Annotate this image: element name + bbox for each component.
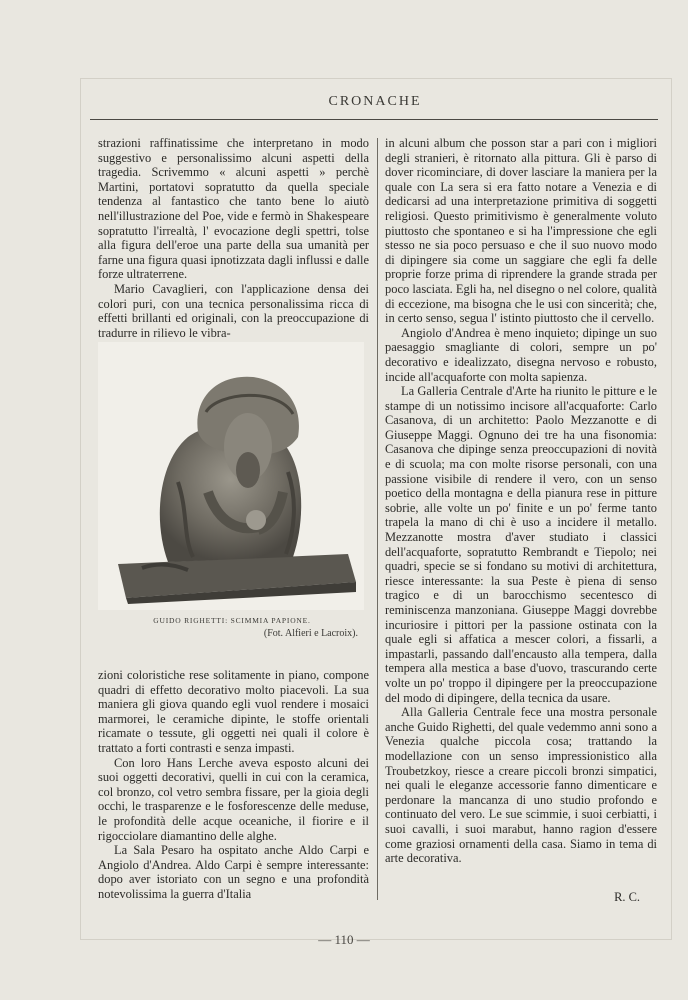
sculpture-photo [98, 342, 364, 610]
paragraph: Mario Cavaglieri, con l'applicazione densa dei colori puri, con una tecnica personalissima ricca di effetti brillanti ed originali, con la preoccupazione di tradurre in rilievo le vibra- [98, 281, 369, 340]
paragraph: zioni coloristiche rese solitamente in piano, compone quadri di effetto decorativo molto piacevoli. La sua maniera gli giova quando egli vuol rendere i mosaici marmorei, le ceramiche dipinte, le stoffe orientali ricamate o tessute, gli oggetti nei quali il colore è trattato a forti contrasti e senza impasti. [98, 668, 369, 755]
header-rule [90, 119, 658, 120]
paragraph: Alla Galleria Centrale fece una mostra personale anche Guido Righetti, del quale vedemmo anni sono a Venezia qualche piccola cosa; trattando la modellazione con un senso impressionistico alla Troubetzkoy, riesce a creare piccoli bronzi simpatici, nei quali le eleganze accessorie fanno dimenticare e perdonare la mancanza di uno studio profondo e continuato del vero. Le sue scimmie, i suoi cerbiatti, i suoi cavalli, i suoi marabut, hanno ragion d'essere come graziosi ornamenti della casa. Siamo in tema di arte decorativa. [385, 705, 657, 866]
left-column-top [98, 136, 369, 340]
paragraph: La Galleria Centrale d'Arte ha riunito le pitture e le stampe di un notissimo incisore all'acquaforte: Carlo Casanova, di un architetto: Paolo Mezzanotte e di Giuseppe Maggi. Ognuno dei tre ha una fisonomia: Casanova che dipinge senza preoccupazioni di novità e di scuola; ma con molte risorse personali, con una passione visibile di rendere il vero, con un senso poetico della montagna e della pianura rese in pitture sobrie, alle volte un po' finite e un po' ferme tanto trapela la mano di chi è uso a incidere il metallo. Mezzanotte mostra d'aver studiato i classici dell'acquaforte, sopratutto Rembrandt e Tiepolo; nei quadri, specie se si fondano su motivi di architettura, riesce interessante: la sua Peste è piena di senso tragico e di un barocchismo secentesco di reminiscenza manzoniana. Giuseppe Maggi dovrebbe incuriosire i pittori per la passione ostinata con la quale egli si affatica a mescer colori, a fissarli, a impastarli, passando dall'encausto alla tempera, dalla tempera alla mestica a base d'uovo, trascurando certe volte un po' troppo il dipingere per la preoccupazione del modo di dipingere, della tecnica da usare. [385, 384, 657, 705]
figure-caption: GUIDO RIGHETTI: SCIMMIA PAPIONE. [153, 616, 311, 625]
page-number: — 110 — [318, 932, 370, 947]
paragraph: in alcuni album che posson star a pari con i migliori degli stranieri, è ritornato alla pittura. Gli è parso di dover ricominciare, di dover lasciare la maniera per la quale con La sera si era fatto notare a Venezia e di dedicarsi ad una interpretazione primitiva di soggetti religiosi. Questo primitivismo è generalmente voluto piuttosto che spontaneo e si ha l'impressione che egli stesso ne sia poco persuaso e che il suo nuovo modo di dipingere sia come un saggiare che egli fa delle proprie forze prima di riprendere la grande strada per poco lasciata. Egli ha, nel disegno o nel colore, qualità di eccezione, ma bisogna che le usi con sincerità; che, in certo senso, segua l' istinto piuttosto che il cervello. [385, 136, 657, 326]
left-column-bottom [98, 668, 369, 902]
column-divider [377, 138, 378, 900]
right-column [385, 136, 657, 866]
author-signature: R. C. [614, 890, 640, 904]
paragraph: La Sala Pesaro ha ospitato anche Aldo Carpi e Angiolo d'Andrea. Aldo Carpi è sempre interessante: dopo aver istoriato con un segno e una profondità notevolissima la guerra d'Italia [98, 843, 369, 901]
baboon-sculpture-image [98, 342, 364, 610]
photo-credit: (Fot. Alfieri e Lacroix). [263, 628, 358, 639]
paragraph: Con loro Hans Lerche aveva esposto alcuni dei suoi oggetti decorativi, quelli in cui con la ceramica, col bronzo, col vetro sembra fissare, per la gioia degli occhi, le trasparenze e le fosforescenze delle meduse, le profondità delle acque oceaniche, il fiorire e il rigocciolare diamantino delle alghe. [98, 755, 369, 843]
running-header: CRONACHE [328, 94, 422, 109]
paragraph: strazioni raffinatissime che interpretano in modo suggestivo e personalissimo alcuni aspetti della tragedia. Scrivemmo « alcuni aspetti » perchè Martini, portatovi sopratutto da quella speciale tendenza al fantastico che tanto bene lo aiutò nell'illustrazione del Poe, vide e fermò in Shakespeare sopratutto l'irrealtà, l' evocazione degli spettri, tolse alla figura dell'eroe una parte della sua umanità per farne una figura quasi ipnotizzata dagli influssi e dalle forze ultraterrene. [98, 136, 369, 282]
paragraph: Angiolo d'Andrea è meno inquieto; dipinge un suo paesaggio smagliante di colori, sempre un po' decorativo e idealizzato, disegna nervoso e robusto, incide all'acquaforte con molta sapienza. [385, 325, 657, 384]
